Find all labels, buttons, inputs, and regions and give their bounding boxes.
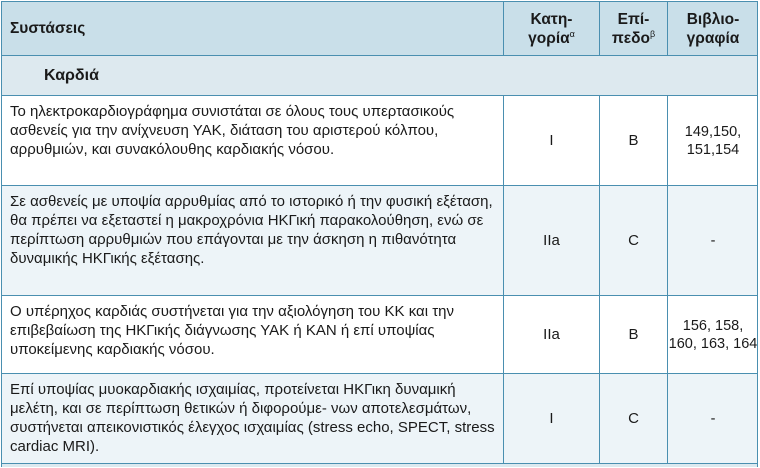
row-recommendation-text: Επί υποψίας μυοκαρδιακής ισχαιμίας, προτείνεται ΗΚΓικη δυναμική μελέτη, και σε περίπτωση θετικών ή διφορούμε- νων αποτελεσμάτων, συστήνεται απεικονιστικός έλεγχος ισχαιμίας (stress echo, SPECT, stress cardiac MRI). — [2, 374, 504, 463]
header-refs-line2: γραφία — [686, 29, 740, 47]
row-recommendation-text: Ο υπέρηχος καρδιάς συστήνεται για την αξιολόγηση του ΚΚ και την επιβεβαίωση της ΗΚΓικής διάγνωσης ΥΑΚ ή ΚΑΝ ή επί υποψίας υποκείμενης καρδιακής νόσου. — [2, 296, 504, 373]
header-category-line2: γορία — [528, 29, 570, 47]
table-row — [2, 186, 757, 296]
header-level-line2-wrap — [612, 29, 655, 48]
row-recommendation-text: Το ηλεκτροκαρδιογράφημα συνιστάται σε όλους τους υπερτασικούς ασθενείς για την ανίχνευση ΥΑΚ, διάταση του αριστερού κόλπου, αρρυθμιών, και συνακόλουθης καρδιακής νόσου. — [2, 96, 504, 185]
table-row — [2, 96, 757, 186]
row-references: - — [710, 232, 716, 249]
header-recommendations: Συστάσεις — [2, 2, 504, 55]
header-category — [504, 2, 600, 55]
next-section-strip — [2, 464, 757, 467]
table-row — [2, 296, 757, 374]
header-references — [668, 2, 758, 55]
row-level: B — [600, 296, 668, 373]
row-category: IIa — [504, 186, 600, 295]
row-level: C — [600, 374, 668, 463]
row-level: C — [600, 186, 668, 295]
section-title: Καρδιά — [44, 66, 99, 84]
header-level-line1: Επί- — [617, 10, 650, 28]
header-category-line1: Κατη- — [530, 10, 573, 28]
header-level — [600, 2, 668, 55]
row-category: IIa — [504, 296, 600, 373]
row-references: - — [710, 410, 716, 427]
header-level-sup: β — [649, 28, 656, 39]
table-header — [2, 2, 757, 56]
table-row — [2, 374, 757, 464]
row-category: I — [504, 96, 600, 185]
header-level-line2: πεδο — [611, 29, 650, 47]
row-recommendation-text: Σε ασθενείς με υποψία αρρυθμίας από το ιστορικό ή την φυσική εξέταση, θα πρέπει να εξεταστεί η μακροχρόνια ΗΚΓική παρακολούθηση, ενώ σε περίπτωση αρρυθμιών που επάγονται με την άσκηση η πιθανότητα δυναμικής ΗΚΓικής εξέτασης. — [2, 186, 504, 295]
header-refs-line1: Βιβλιο- — [686, 10, 740, 28]
header-category-line2-wrap — [528, 29, 575, 48]
row-references: 149,150, 151,154 — [684, 123, 742, 158]
header-category-sup: α — [569, 28, 575, 39]
row-references: 156, 158, 160, 163, 164 — [668, 317, 758, 352]
row-category: I — [504, 374, 600, 463]
recommendations-table — [1, 1, 758, 467]
row-level: B — [600, 96, 668, 185]
section-heart — [2, 56, 757, 96]
